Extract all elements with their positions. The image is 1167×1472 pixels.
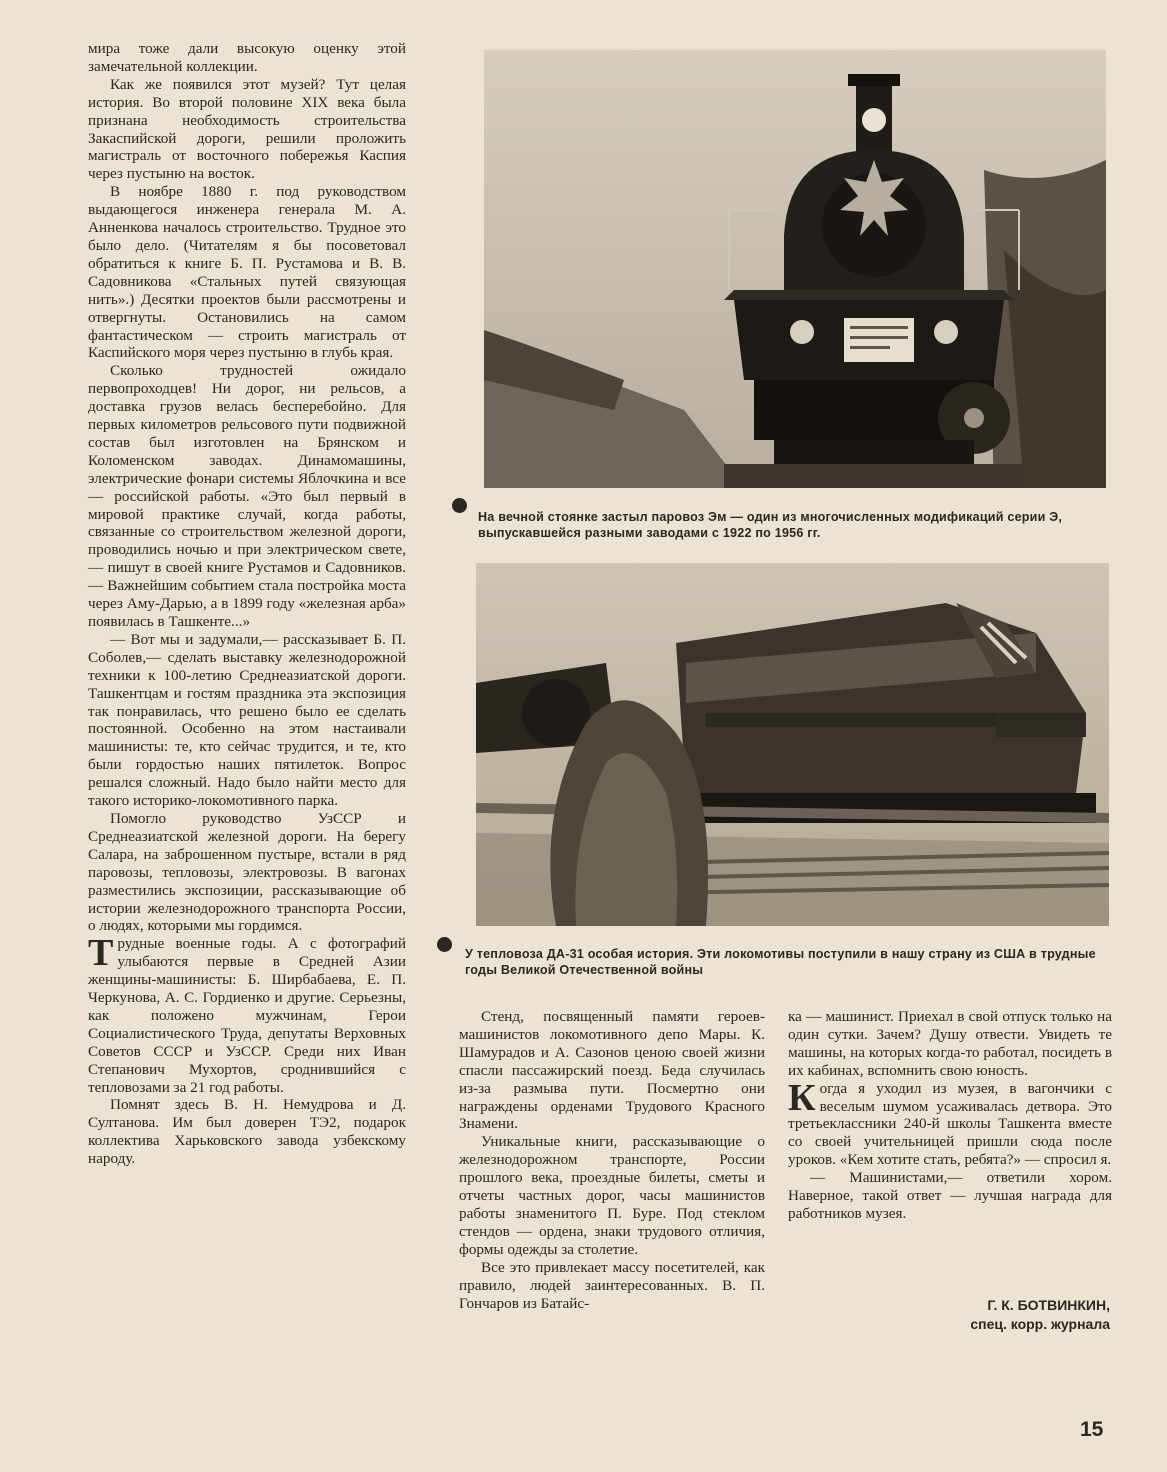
paragraph-text: огда я уходил из музея, в вагончики с веселым шумом усаживалась детвора. Это третьеклассники 240-й школы Ташкента вместе со своей учительницей пришли сюда после уроков. «Кем хотите стать, ребята?» — спросил я.: [788, 1079, 1112, 1169]
paragraph: — Машинистами,— ответили хором. Наверное, такой ответ — лучшая награда для работников музея.: [788, 1169, 1112, 1222]
page-number: 15: [1080, 1418, 1104, 1441]
drop-cap: Т: [88, 932, 114, 975]
paragraph: Сколько трудностей ожидало первопроходцев! Ни дорог, ни рельсов, а доставка грузов велась бесперебойно. Для первых километров рельсового пути подвижной состав был изготовлен на Брянском и Коломенском заводах. Динамомашины, электрические фонари системы Яблочкина и все — российской работы. «Это был первый в мировой практике случай, когда работы, связанные со строительством железной дороги, проводились ночью и при электрическом свете,— пишут в своей книге Рустамов и Садовников.— Важнейшим событием стала постройка моста через Аму-Дарью, а в 1899 году «железная арба» появилась в Ташкенте...»: [88, 362, 406, 630]
paragraph: Стенд, посвященный памяти героев-машинистов локомотивного депо Мары. К. Шамурадов и А. Сазонов ценою своей жизни спасли пассажирский поезд. Беда случилась из-за размыва пути. Посмертно они награждены орденами Трудового Красного Знамени.: [459, 1008, 765, 1133]
steam-locomotive-photo: [484, 50, 1106, 488]
caption-bullet: [437, 937, 452, 952]
paragraph: Помнят здесь В. Н. Немудрова и Д. Султанова. Им был доверен ТЭ2, подарок коллектива Харьковского завода узбекскому народу.: [88, 1096, 406, 1168]
paragraph-text: рудные военные годы. А с фотографий улыбаются первые в Средней Азии женщины-машинисты: Б. Ширбабаева, Е. П. Черкунова, А. С. Гордиенко и другие. Серьезны, как положено мужчинам, Герои Социалистического Труда, депутаты Верховных Советов СССР и УзССР. Среди них Иван Степанович Мухортов, сроднившийся с тепловозами за 21 год работы.: [88, 935, 406, 1096]
diesel-locomotive-photo: [476, 563, 1109, 926]
paragraph: Помогло руководство УзССР и Среднеазиатской железной дороги. На берегу Салара, на заброшенном пустыре, встали в ряд паровозы, тепловозы, электровозы. В вагонах разместились экспозиции, рассказывающие об истории железнодорожного транспорта России, о людях, которыми мы гордимся.: [88, 809, 406, 935]
photo-caption-diesel: У тепловоза ДА-31 особая история. Эти локомотивы поступили в нашу страну из США в трудные годы Великой Отечественной войны: [465, 947, 1096, 977]
caption-bullet: [452, 498, 467, 513]
author-byline: [820, 1296, 1110, 1334]
steam-locomotive-illustration: [484, 50, 1106, 488]
diesel-locomotive-illustration: [476, 563, 1109, 926]
paragraph: В ноябре 1880 г. под руководством выдающегося инженера генерала М. А. Анненкова началось строительство. Трудное это было дело. (Читателям я бы посоветовал обратиться к книге Б. П. Рустамова и В. В. Садовникова «Стальных путей связующая нить».) Десятки проектов были рассмотрены и отвергнуты. Остановились на самом фантастическом — строить магистраль от Каспийского моря через пустыню в глубь края.: [88, 183, 406, 362]
paragraph: Как же появился этот музей? Тут целая история. Во второй половине XIX века была признана необходимость строительства Закаспийской дороги, решили проложить магистраль от восточного побережья Каспия через пустыню на восток.: [88, 75, 406, 183]
author-role: спец. корр. журнала: [970, 1316, 1110, 1332]
paragraph-dropcap: [788, 1076, 1112, 1170]
drop-cap: К: [788, 1076, 816, 1119]
paragraph: мира тоже дали высокую оценку этой замечательной коллекции.: [88, 40, 406, 75]
author-name: Г. К. БОТВИНКИН,: [987, 1297, 1110, 1313]
paragraph: Все это привлекает массу посетителей, как правило, людей заинтересованных. В. П. Гончаров из Батайс-: [459, 1258, 765, 1312]
paragraph: — Вот мы и задумали,— рассказывает Б. П. Соболев,— сделать выставку железнодорожной техники к 100-летию Среднеазиатской дороги. Ташкентцам и гостям праздника эта экспозиция так понравилась, что решено было ее сделать постоянной. Особенно на этом настаивали машинисты: те, кто сейчас трудится, и те, кто были гордостью наших пятилеток. Вопрос решался сложный. Надо было найти место для такого историко-локомотивного парка.: [88, 630, 406, 810]
left-text-column: [88, 40, 406, 1168]
right-text-column: [788, 1008, 1112, 1223]
paragraph-dropcap: [88, 932, 406, 1096]
paragraph: ка — машинист. Приехал в свой отпуск только на один сутки. Зачем? Душу отвести. Увидеть те машины, на которых когда-то работал, посидеть в их кабинах, вспомнить свою юность.: [788, 1008, 1112, 1079]
photo-caption-steam: На вечной стоянке застыл паровоз Эм — один из многочисленных модификаций серии Э, выпускавшейся разными заводами с 1922 по 1956 гг.: [478, 510, 1063, 540]
middle-text-column: [459, 1008, 765, 1312]
paragraph: Уникальные книги, рассказывающие о железнодорожном транспорте, России прошлого века, проездные билеты, сметы и отчеты частных дорог, часы машинистов работы знаменитого П. Буре. Под стеклом стендов — ордена, знаки трудового отличия, формы одежды за столетие.: [459, 1133, 765, 1258]
